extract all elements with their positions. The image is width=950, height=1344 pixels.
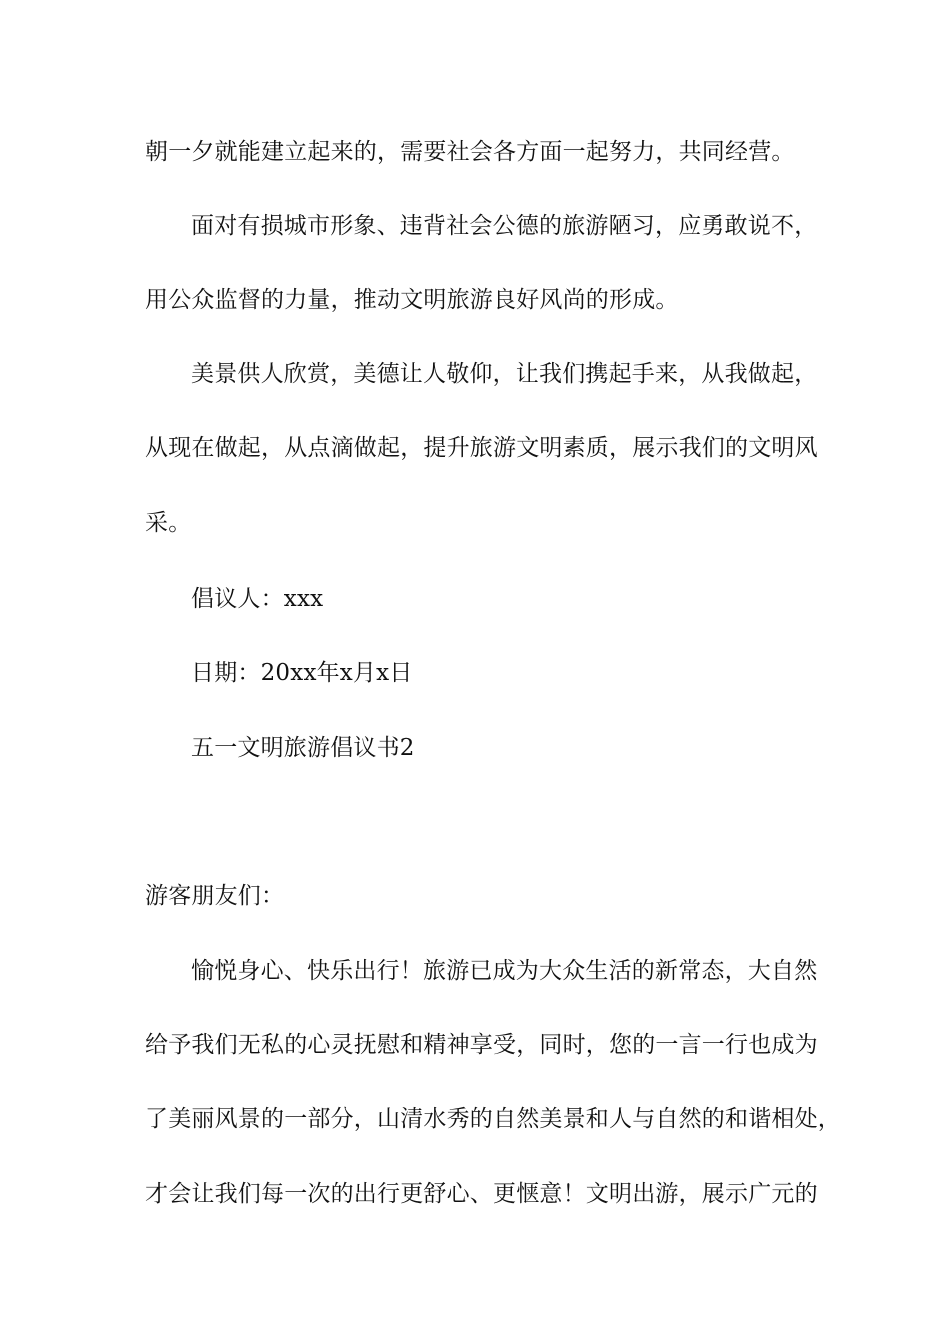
paragraph-line: 用公众监督的力量，推动文明旅游良好风尚的形成。 xyxy=(145,287,679,313)
paragraph-line: 愉悦身心、快乐出行！旅游已成为大众生活的新常态，大自然 xyxy=(191,958,818,984)
paragraph-line: 给予我们无私的心灵抚慰和精神享受，同时，您的一言一行也成为 xyxy=(145,1032,818,1058)
paragraph-line: 从现在做起，从点滴做起，提升旅游文明素质，展示我们的文明风 xyxy=(145,435,818,461)
paragraph-line: 了美丽风景的一部分，山清水秀的自然美景和人与自然的和谐相处， xyxy=(145,1106,841,1132)
proposer-line: 倡议人：xxx xyxy=(191,586,324,612)
paragraph-line: 面对有损城市形象、违背社会公德的旅游陋习，应勇敢说不， xyxy=(191,213,818,239)
paragraph-line: 朝一夕就能建立起来的，需要社会各方面一起努力，共同经营。 xyxy=(145,139,795,165)
section-title: 五一文明旅游倡议书2 xyxy=(191,735,415,761)
salutation-line: 游客朋友们： xyxy=(145,883,285,909)
paragraph-line: 采。 xyxy=(145,510,192,536)
paragraph-line: 才会让我们每一次的出行更舒心、更惬意！文明出游，展示广元的 xyxy=(145,1181,818,1207)
paragraph-line: 美景供人欣赏，美德让人敬仰，让我们携起手来，从我做起， xyxy=(191,361,818,387)
date-line: 日期：20xx年x月x日 xyxy=(191,660,413,686)
